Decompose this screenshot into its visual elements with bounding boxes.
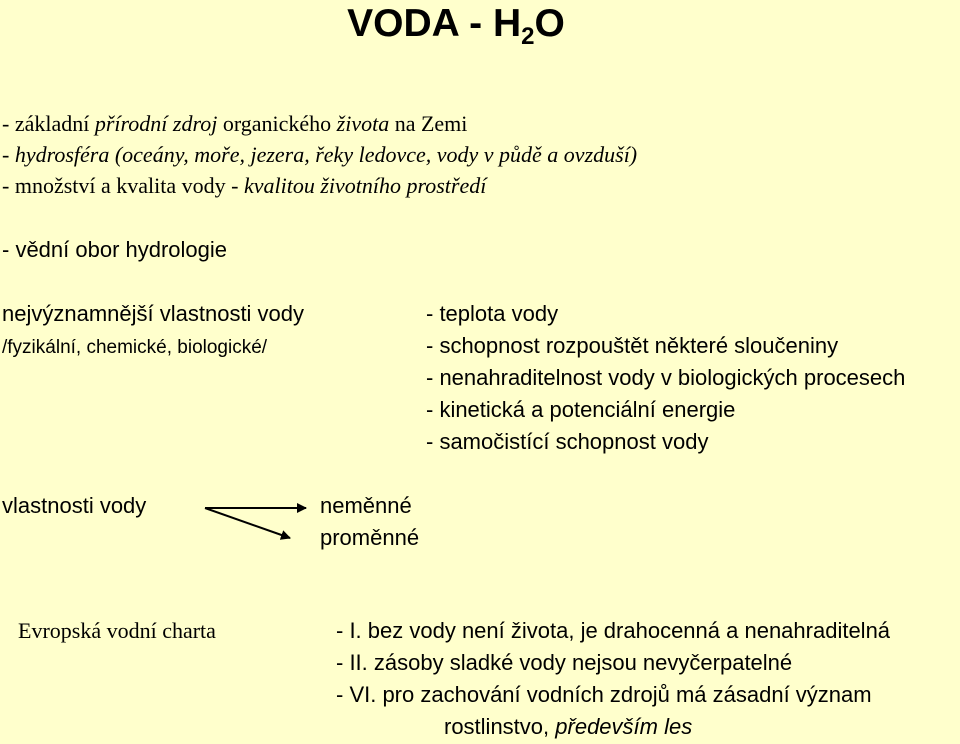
intro-line-2-part-2: hydrosféra (oceány, moře, jezera, řeky ledovce, vody v půdě a ovzduší) xyxy=(14,142,638,167)
intro-line-1-part-4: života xyxy=(336,111,390,136)
charter-item: - II. zásoby sladké vody nejsou nevyčerpatelné xyxy=(336,650,793,675)
classification-label: vlastnosti vody xyxy=(2,493,147,518)
property-item: - schopnost rozpouštět některé sloučeniny xyxy=(426,333,839,358)
title-suffix: O xyxy=(534,2,565,45)
title-main: VODA - H xyxy=(347,2,522,45)
intro-line-3-part-1: - množství a kvalita vody - xyxy=(2,173,244,198)
property-item: - samočistící schopnost vody xyxy=(426,429,709,454)
property-item: - teplota vody xyxy=(426,301,559,326)
classification-option-changing: proměnné xyxy=(320,525,420,550)
charter-label: Evropská vodní charta xyxy=(18,618,216,643)
charter-continuation-part-2: především les xyxy=(555,714,693,739)
title-subscript: 2 xyxy=(521,23,535,50)
intro-line-3-part-2: kvalitou životního prostředí xyxy=(243,173,487,198)
arrow-to-changing xyxy=(205,508,290,538)
property-item: - kinetická a potenciální energie xyxy=(426,397,736,422)
intro-line-1-part-3: organického xyxy=(217,111,337,136)
classification-option-unchanging: neměnné xyxy=(320,493,412,518)
charter-continuation-part-1: rostlinstvo, xyxy=(444,714,556,739)
properties-subheading: /fyzikální, chemické, biologické/ xyxy=(2,337,268,358)
intro-line-1-part-2: přírodní zdroj xyxy=(94,111,218,136)
intro-line-1-part-5: na Zemi xyxy=(389,111,468,136)
charter-item: - I. bez vody není života, je drahocenná a nenahraditelná xyxy=(336,618,891,643)
intro-line-2-part-1: - xyxy=(2,142,15,167)
property-item: - nenahraditelnost vody v biologických procesech xyxy=(426,365,906,390)
charter-item-continuation xyxy=(444,713,692,741)
intro-line-1-part-1: - základní xyxy=(2,111,95,136)
properties-heading: nejvýznamnější vlastnosti vody xyxy=(2,301,305,326)
discipline-line: - vědní obor hydrologie xyxy=(2,237,228,262)
charter-item: - VI. pro zachování vodních zdrojů má zásadní význam xyxy=(336,682,872,707)
